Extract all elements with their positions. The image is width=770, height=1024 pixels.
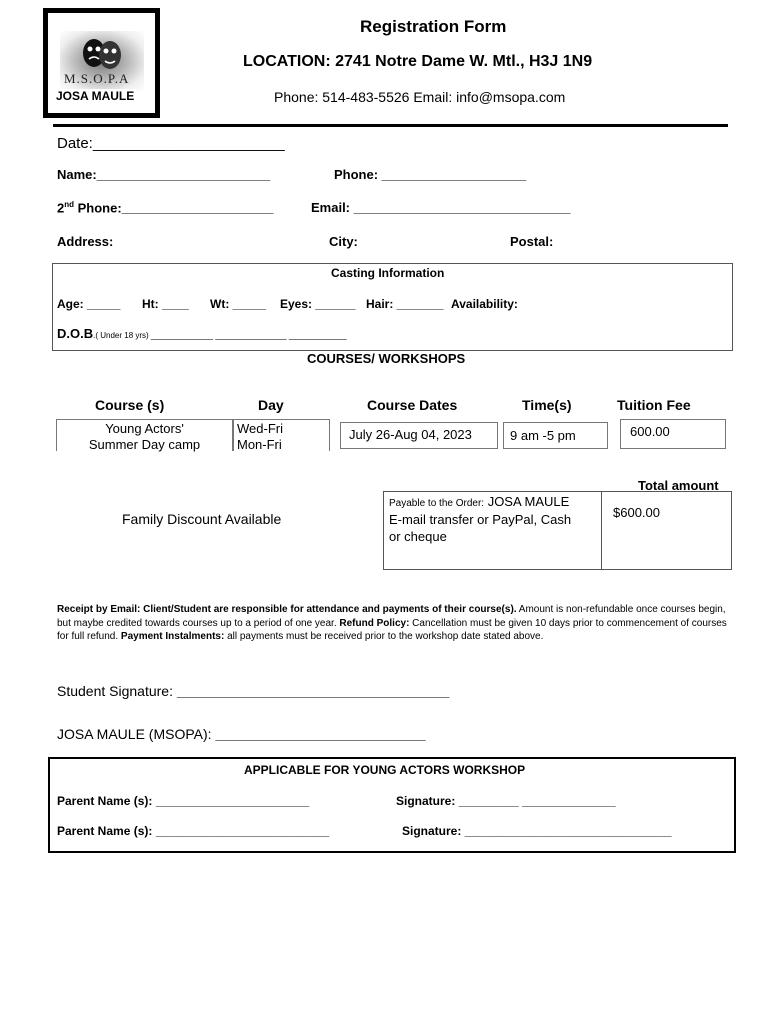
parent-name-1[interactable]: Parent Name (s): _______________________ (57, 794, 310, 808)
header-divider (53, 124, 728, 127)
payment-divider (601, 491, 602, 570)
parent-signature-2[interactable]: Signature: _______________________________ (402, 824, 672, 838)
payment-method-1: E-mail transfer or PayPal, Cash (389, 512, 572, 527)
parent-box-title: APPLICABLE FOR YOUNG ACTORS WORKSHOP (244, 763, 526, 777)
address-field[interactable]: Address: (57, 234, 114, 249)
cell-time: 9 am -5 pm (503, 422, 608, 449)
student-signature[interactable]: Student Signature: ___________________________________ (57, 683, 450, 699)
contact-info: Phone: 514-483-5526 Email: info@msopa.com (274, 89, 566, 105)
col-fee: Tuition Fee (617, 397, 691, 413)
date-field[interactable]: Date:_______________________ (57, 135, 285, 152)
eyes-field[interactable]: Eyes: ______ (280, 297, 356, 311)
policy-text: Receipt by Email: Client/Student are responsible for attendance and payments of their course(s). Amount is non-refundable once courses begin, but maybe credited towards courses up to a period of one year. Refund Policy: Cancellation must be given 10 days prior to commencement of courses for full refund. Payment Instalments: all payments must be received prior to the workshop date stated above. (57, 604, 727, 642)
josa-signature[interactable]: JOSA MAULE (MSOPA): ___________________________ (57, 726, 426, 742)
availability-field[interactable]: Availability: (451, 297, 518, 311)
col-day: Day (258, 397, 284, 413)
family-discount: Family Discount Available (122, 511, 282, 527)
dob-field[interactable]: D.O.B.( Under 18 yrs) ______________ ________________ _____________ (57, 326, 347, 341)
msopa-logo (43, 8, 160, 118)
location: LOCATION: 2741 Notre Dame W. Mtl., H3J 1N9 (243, 53, 593, 70)
weight-field[interactable]: Wt: _____ (210, 297, 267, 311)
hair-field[interactable]: Hair: _______ (366, 297, 444, 311)
cell-course: Young Actors' Summer Day camp (56, 419, 233, 451)
logo-org: M.S.O.P.A (64, 71, 130, 86)
cell-day: Wed-Fri Mon-Fri (233, 419, 330, 451)
courses-title: COURSES/ WORKSHOPS (307, 351, 466, 366)
age-field[interactable]: Age: _____ (57, 297, 121, 311)
casting-title: Casting Information (331, 266, 445, 280)
col-dates: Course Dates (367, 397, 458, 413)
form-title: Registration Form (360, 17, 507, 36)
phone2-field[interactable]: 2nd Phone:_____________________ (57, 200, 274, 216)
logo-name: JOSA MAULE (56, 89, 135, 103)
name-field[interactable]: Name:________________________ (57, 167, 271, 182)
total-value: $600.00 (613, 505, 660, 520)
city-field[interactable]: City: (329, 234, 358, 249)
postal-field[interactable]: Postal: (510, 234, 554, 249)
parent-signature-1[interactable]: Signature: _________ ______________ (396, 794, 616, 808)
parent-name-2[interactable]: Parent Name (s): __________________________ (57, 824, 330, 838)
height-field[interactable]: Ht: ____ (142, 297, 189, 311)
email-field[interactable]: Email: ______________________________ (311, 200, 571, 215)
payment-method-2: or cheque (389, 529, 447, 544)
col-time: Time(s) (522, 397, 572, 413)
col-course: Course (s) (95, 397, 165, 413)
total-label: Total amount (638, 478, 719, 493)
phone-field[interactable]: Phone: ____________________ (334, 167, 527, 182)
cell-fee: 600.00 (620, 419, 726, 449)
cell-dates: July 26-Aug 04, 2023 (340, 422, 498, 449)
payable-to: Payable to the Order: JOSA MAULE (389, 494, 570, 509)
